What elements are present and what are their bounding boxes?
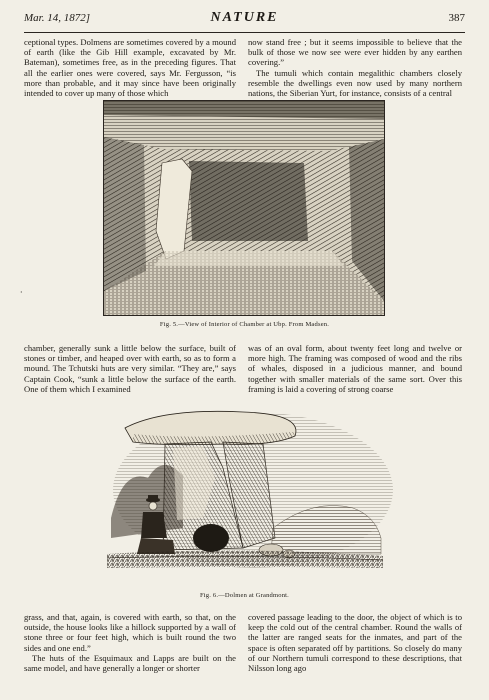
page-header xyxy=(24,10,465,28)
paragraph: The huts of the Esquimaux and Lapps are built on the same model, and have generally a longer or shorter xyxy=(24,652,236,674)
bottom-right-column xyxy=(248,612,462,696)
chamber-engraving xyxy=(104,101,384,315)
page-number: 387 xyxy=(448,12,465,24)
dolmen-engraving xyxy=(103,398,385,583)
paragraph: grass, and that, again, is covered with earth, so that, on the outside, the house looks like a hillock supported by a wall of stone three or four feet high, which is built round the two sides and one end.” xyxy=(24,612,236,653)
figure-dolmen xyxy=(103,398,385,583)
paragraph: was of an oval form, about twenty feet long and twelve or more high. The framing was composed of wood and the ribs of whales, disposed in a judicious manner, and bound together with smaller materials of the same sort. Over this framing is laid a covering of strong coarse xyxy=(248,343,462,394)
issue-date: Mar. 14, 1872] xyxy=(24,12,91,24)
paragraph: The tumuli which contain megalithic chambers closely resemble the dwellings even now used by many northern nations, the Siberian Yurt, for instance, consists of a central xyxy=(248,67,462,99)
bottom-left-column xyxy=(24,612,236,696)
figure-chamber-interior xyxy=(103,100,385,316)
paragraph: chamber, generally sunk a little below the surface, built of stones or timber, and heaped over with earth, so as to form a mound. The Tchutski huts are very similar. “They are,” says Captain Cook, “sunk a little below the surface of the earth. One of them which I examined xyxy=(24,343,236,394)
paragraph: covered passage leading to the door, the object of which is to keep the cold out of the central chamber. Round the walls of the latter are ranged seats for the inmates, and part of the space is often separated off by partitions. So closely do many of our Northern tumuli correspond to these descriptions, that Nilsson long ago xyxy=(248,612,462,674)
margin-mark: · xyxy=(20,288,23,297)
paragraph: ceptional types. Dolmens are sometimes covered by a mound of earth (like the Gib Hill example, excavated by Mr. Bateman), sometimes free, as in the preceding figures. That all the earlier ones were covered, says Mr. Fergusson, “is more than probable, and it may since have been originally intended to cover up many of those which xyxy=(24,37,236,99)
paragraph: now stand free ; but it seems impossible to believe that the bulk of those we now see were ever hidden by any earthen covering.” xyxy=(248,37,462,68)
middle-left-column xyxy=(24,343,236,395)
journal-title: NATURE xyxy=(210,10,279,25)
top-left-column xyxy=(24,37,236,99)
figure-5-caption: Fig. 5.—View of Interior of Chamber at Ubp. From Madsen. xyxy=(159,321,330,328)
figure-6-caption: Fig. 6.—Dolmen at Grandmont. xyxy=(199,592,289,599)
middle-right-column xyxy=(248,343,462,395)
top-right-column xyxy=(248,37,462,99)
header-rule xyxy=(24,32,465,33)
